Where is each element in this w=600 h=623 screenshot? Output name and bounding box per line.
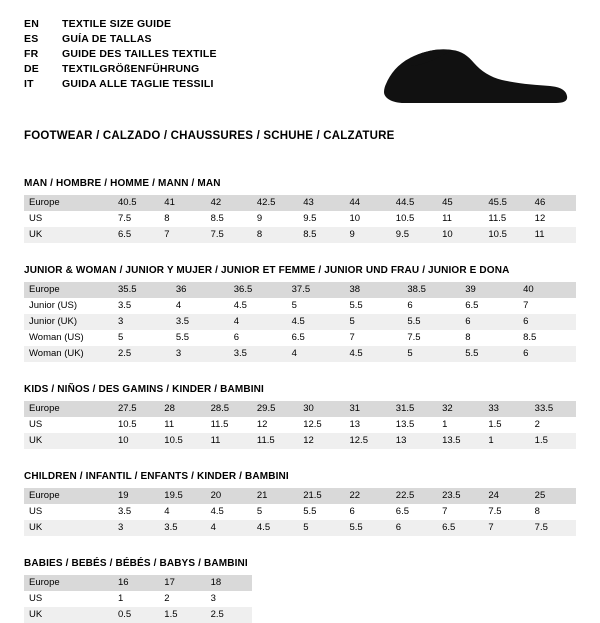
size-cell: 5 bbox=[298, 520, 344, 536]
table-row bbox=[24, 520, 576, 536]
size-cell: 6.5 bbox=[395, 506, 409, 517]
size-cell: 46 bbox=[530, 195, 576, 211]
size-cell: 10 bbox=[113, 433, 159, 449]
size-cell: 29.5 bbox=[252, 401, 298, 417]
size-cell: 3 bbox=[210, 593, 216, 604]
size-cell: 7.5 bbox=[530, 520, 576, 536]
size-cell: 31 bbox=[344, 401, 390, 417]
size-cell: 11 bbox=[530, 227, 576, 243]
size-cell: 3 bbox=[171, 346, 229, 362]
size-cell: 38.5 bbox=[402, 282, 460, 298]
size-cell bbox=[252, 607, 298, 623]
language-row bbox=[24, 63, 217, 78]
size-cell: 36 bbox=[171, 282, 229, 298]
size-cell: 5.5 bbox=[460, 346, 518, 362]
size-cell: 16 bbox=[113, 575, 159, 591]
size-cell: 38 bbox=[345, 282, 403, 298]
size-cell: 2.5 bbox=[113, 346, 171, 362]
size-cell bbox=[344, 575, 390, 591]
section-title: JUNIOR & WOMAN / JUNIOR Y MUJER / JUNIOR ET FEMME / JUNIOR UND FRAU / JUNIOR E DONA bbox=[24, 265, 510, 276]
size-cell bbox=[252, 591, 298, 607]
size-cell: 11 bbox=[206, 433, 252, 449]
size-cell: 5 bbox=[402, 346, 460, 362]
size-cell: 7.5 bbox=[206, 227, 252, 243]
size-cell: 10.5 bbox=[159, 433, 205, 449]
size-cell: 28 bbox=[159, 401, 205, 417]
size-cell: 4 bbox=[175, 300, 182, 311]
language-label: TEXTILGRÖßENFÜHRUNG bbox=[62, 63, 200, 75]
language-label: GUIDA ALLE TAGLIE TESSILI bbox=[62, 78, 214, 90]
row-label: US bbox=[29, 213, 43, 224]
size-cell: 5 bbox=[118, 332, 124, 343]
size-cell: 8.5 bbox=[523, 332, 537, 343]
size-cell: 12 bbox=[298, 433, 344, 449]
language-row bbox=[24, 78, 217, 93]
size-cell: 11.5 bbox=[210, 419, 229, 430]
size-cell: 9 bbox=[256, 213, 263, 224]
size-cell: 9 bbox=[344, 227, 390, 243]
row-label: US bbox=[29, 419, 43, 430]
table-row bbox=[24, 488, 576, 504]
table-row bbox=[24, 298, 576, 314]
size-cell: 1.5 bbox=[159, 607, 205, 623]
size-cell: 9.5 bbox=[391, 227, 437, 243]
size-cell: 10.5 bbox=[118, 419, 137, 430]
size-cell: 1 bbox=[118, 593, 124, 604]
size-cell: 35.5 bbox=[113, 282, 171, 298]
size-cell: 5.5 bbox=[175, 332, 190, 343]
size-cell: 8.5 bbox=[210, 213, 224, 224]
size-cell: 10 bbox=[437, 227, 483, 243]
size-cell: 13.5 bbox=[395, 419, 415, 430]
size-cell: 4 bbox=[164, 506, 170, 517]
size-cell: 36.5 bbox=[229, 282, 287, 298]
language-label: GUÍA DE TALLAS bbox=[62, 33, 152, 45]
size-cell: 4.5 bbox=[233, 300, 247, 311]
section-title: KIDS / NIÑOS / DES GAMINS / KINDER / BAMBINI bbox=[24, 384, 264, 395]
dress-shoe-icon bbox=[380, 40, 570, 108]
table-row bbox=[24, 417, 576, 433]
size-cell: 27.5 bbox=[113, 401, 159, 417]
size-cell: 2.5 bbox=[206, 607, 252, 623]
table-row bbox=[24, 346, 576, 362]
size-cell: 4.5 bbox=[210, 506, 224, 517]
row-label: Europe bbox=[24, 195, 113, 211]
size-cell: 42 bbox=[206, 195, 252, 211]
size-cell: 24 bbox=[483, 488, 529, 504]
size-cell bbox=[437, 607, 483, 623]
table-row bbox=[24, 401, 576, 417]
size-cell: 12 bbox=[534, 213, 546, 224]
table-row bbox=[24, 282, 576, 298]
size-cell: 4 bbox=[229, 314, 287, 330]
row-label: Woman (US) bbox=[29, 332, 84, 343]
language-code: DE bbox=[24, 63, 39, 75]
size-cell: 3.5 bbox=[171, 314, 229, 330]
size-cell: 11.5 bbox=[488, 213, 507, 224]
size-cell: 8 bbox=[465, 332, 471, 343]
size-cell: 5.5 bbox=[349, 300, 363, 311]
size-cell: 33 bbox=[483, 401, 529, 417]
size-cell: 37.5 bbox=[287, 282, 345, 298]
size-cell: 4 bbox=[206, 520, 252, 536]
size-cell: 4.5 bbox=[345, 346, 403, 362]
size-cell: 1 bbox=[483, 433, 529, 449]
size-cell: 19.5 bbox=[159, 488, 205, 504]
size-cell: 43 bbox=[298, 195, 344, 211]
size-cell: 23.5 bbox=[437, 488, 483, 504]
row-label: Europe bbox=[24, 575, 113, 591]
table-row bbox=[24, 227, 576, 243]
row-label: Junior (US) bbox=[29, 300, 78, 311]
size-cell bbox=[530, 607, 576, 623]
row-label: US bbox=[29, 506, 43, 517]
size-cell: 21 bbox=[252, 488, 298, 504]
size-cell: 5.5 bbox=[344, 520, 390, 536]
size-cell: 6.5 bbox=[291, 332, 305, 343]
size-cell: 32 bbox=[437, 401, 483, 417]
size-cell: 12 bbox=[256, 419, 268, 430]
table-row bbox=[24, 504, 576, 520]
table-row bbox=[24, 575, 576, 591]
language-label: GUIDE DES TAILLES TEXTILE bbox=[62, 48, 217, 60]
row-label: US bbox=[29, 593, 43, 604]
row-label: Woman (UK) bbox=[24, 346, 113, 362]
size-cell: 7.5 bbox=[407, 332, 421, 343]
language-code: EN bbox=[24, 18, 39, 30]
table-row bbox=[24, 195, 576, 211]
size-cell: 7 bbox=[442, 506, 448, 517]
size-cell bbox=[298, 591, 344, 607]
size-cell: 6.5 bbox=[465, 300, 479, 311]
size-sections bbox=[24, 178, 576, 623]
size-cell: 5 bbox=[291, 300, 297, 311]
row-label: UK bbox=[24, 607, 113, 623]
size-table bbox=[24, 401, 576, 449]
table-row bbox=[24, 314, 576, 330]
size-cell: 22 bbox=[344, 488, 390, 504]
size-cell: 4.5 bbox=[252, 520, 298, 536]
size-cell bbox=[530, 591, 576, 607]
size-cell: 18 bbox=[206, 575, 252, 591]
size-cell: 6 bbox=[460, 314, 518, 330]
size-cell: 17 bbox=[159, 575, 205, 591]
size-cell: 5.5 bbox=[303, 506, 317, 517]
language-code: ES bbox=[24, 33, 39, 45]
size-cell: 44 bbox=[344, 195, 390, 211]
size-cell: 45.5 bbox=[483, 195, 529, 211]
size-cell: 6 bbox=[349, 506, 355, 517]
size-section bbox=[24, 384, 576, 449]
size-table bbox=[24, 575, 576, 623]
section-title: BABIES / BEBÉS / BÉBÉS / BABYS / BAMBINI bbox=[24, 558, 248, 569]
row-label: UK bbox=[24, 433, 113, 449]
size-cell: 33.5 bbox=[530, 401, 576, 417]
size-cell: 42.5 bbox=[252, 195, 298, 211]
language-row bbox=[24, 33, 217, 48]
size-cell: 5 bbox=[256, 506, 263, 517]
table-row bbox=[24, 433, 576, 449]
language-title-list bbox=[24, 18, 217, 93]
size-cell: 30 bbox=[298, 401, 344, 417]
size-cell: 41 bbox=[159, 195, 205, 211]
size-cell: 5 bbox=[345, 314, 403, 330]
size-cell: 3 bbox=[113, 520, 159, 536]
language-row bbox=[24, 18, 217, 33]
size-cell: 6 bbox=[518, 314, 576, 330]
size-cell: 1.5 bbox=[488, 419, 502, 430]
size-cell: 4.5 bbox=[287, 314, 345, 330]
size-cell: 3.5 bbox=[118, 506, 132, 517]
page-header bbox=[24, 18, 576, 118]
size-cell: 22.5 bbox=[391, 488, 437, 504]
size-cell: 7 bbox=[159, 227, 205, 243]
size-cell bbox=[298, 607, 344, 623]
size-cell: 6 bbox=[407, 300, 413, 311]
size-table bbox=[24, 488, 576, 536]
row-label: Junior (UK) bbox=[24, 314, 113, 330]
language-code: FR bbox=[24, 48, 39, 60]
row-label: UK bbox=[24, 520, 113, 536]
size-cell: 12.5 bbox=[344, 433, 390, 449]
row-label: Europe bbox=[24, 401, 113, 417]
size-cell bbox=[391, 607, 437, 623]
size-cell: 28.5 bbox=[206, 401, 252, 417]
size-cell bbox=[252, 575, 298, 591]
size-cell: 8.5 bbox=[298, 227, 344, 243]
size-cell: 7.5 bbox=[488, 506, 502, 517]
row-label: Europe bbox=[24, 282, 113, 298]
size-cell: 44.5 bbox=[391, 195, 437, 211]
size-cell bbox=[298, 575, 344, 591]
size-cell: 11 bbox=[164, 419, 175, 430]
size-section bbox=[24, 265, 576, 362]
size-cell: 45 bbox=[437, 195, 483, 211]
size-cell: 31.5 bbox=[391, 401, 437, 417]
size-cell: 6 bbox=[391, 520, 437, 536]
size-cell: 3 bbox=[113, 314, 171, 330]
size-cell: 2 bbox=[164, 593, 170, 604]
size-cell bbox=[437, 591, 483, 607]
size-cell: 9.5 bbox=[303, 213, 317, 224]
size-table bbox=[24, 195, 576, 243]
size-cell: 39 bbox=[460, 282, 518, 298]
size-cell: 10.5 bbox=[395, 213, 415, 224]
size-cell: 13.5 bbox=[437, 433, 483, 449]
size-cell: 0.5 bbox=[113, 607, 159, 623]
size-cell: 11 bbox=[442, 213, 452, 224]
size-cell: 10.5 bbox=[483, 227, 529, 243]
section-title: CHILDREN / INFANTIL / ENFANTS / KINDER / BAMBINI bbox=[24, 471, 289, 482]
size-cell: 7 bbox=[523, 300, 529, 311]
size-cell: 8 bbox=[164, 213, 170, 224]
table-row bbox=[24, 211, 576, 227]
size-cell: 5.5 bbox=[402, 314, 460, 330]
size-cell: 6.5 bbox=[437, 520, 483, 536]
size-cell: 12.5 bbox=[303, 419, 322, 430]
size-cell: 7 bbox=[349, 332, 355, 343]
size-cell bbox=[483, 575, 529, 591]
size-cell bbox=[483, 607, 529, 623]
size-cell: 3.5 bbox=[118, 300, 132, 311]
size-cell: 1 bbox=[442, 419, 448, 430]
size-cell: 13 bbox=[349, 419, 361, 430]
size-cell: 19 bbox=[113, 488, 159, 504]
table-row bbox=[24, 330, 576, 346]
size-cell: 10 bbox=[349, 213, 361, 224]
row-label: UK bbox=[24, 227, 113, 243]
size-table bbox=[24, 282, 576, 362]
size-cell bbox=[530, 575, 576, 591]
language-label: TEXTILE SIZE GUIDE bbox=[62, 18, 172, 30]
section-title: MAN / HOMBRE / HOMME / MANN / MAN bbox=[24, 178, 221, 189]
size-cell bbox=[437, 575, 483, 591]
size-section bbox=[24, 558, 576, 623]
size-cell: 6.5 bbox=[113, 227, 159, 243]
row-label: Europe bbox=[24, 488, 113, 504]
size-cell: 7 bbox=[483, 520, 529, 536]
size-cell: 1.5 bbox=[530, 433, 576, 449]
language-row bbox=[24, 48, 217, 63]
size-cell: 11.5 bbox=[252, 433, 298, 449]
size-cell bbox=[344, 607, 390, 623]
size-cell: 3.5 bbox=[159, 520, 205, 536]
size-cell: 21.5 bbox=[298, 488, 344, 504]
language-code: IT bbox=[24, 78, 34, 90]
size-cell: 20 bbox=[206, 488, 252, 504]
size-cell: 2 bbox=[534, 419, 540, 430]
size-cell: 8 bbox=[534, 506, 540, 517]
size-cell: 3.5 bbox=[229, 346, 287, 362]
size-cell: 4 bbox=[287, 346, 345, 362]
category-title: FOOTWEAR / CALZADO / CHAUSSURES / SCHUHE / CALZATURE bbox=[24, 130, 395, 142]
table-row bbox=[24, 591, 576, 607]
size-cell: 40.5 bbox=[113, 195, 159, 211]
size-cell: 7.5 bbox=[118, 213, 132, 224]
size-cell bbox=[483, 591, 529, 607]
size-cell: 6 bbox=[518, 346, 576, 362]
size-cell: 25 bbox=[530, 488, 576, 504]
size-cell bbox=[344, 591, 390, 607]
size-cell: 13 bbox=[391, 433, 437, 449]
size-section bbox=[24, 471, 576, 536]
size-cell: 8 bbox=[252, 227, 298, 243]
size-cell: 6 bbox=[233, 332, 240, 343]
table-row bbox=[24, 607, 576, 623]
size-cell: 40 bbox=[518, 282, 576, 298]
size-cell bbox=[391, 575, 437, 591]
size-section bbox=[24, 178, 576, 243]
size-cell bbox=[391, 591, 437, 607]
